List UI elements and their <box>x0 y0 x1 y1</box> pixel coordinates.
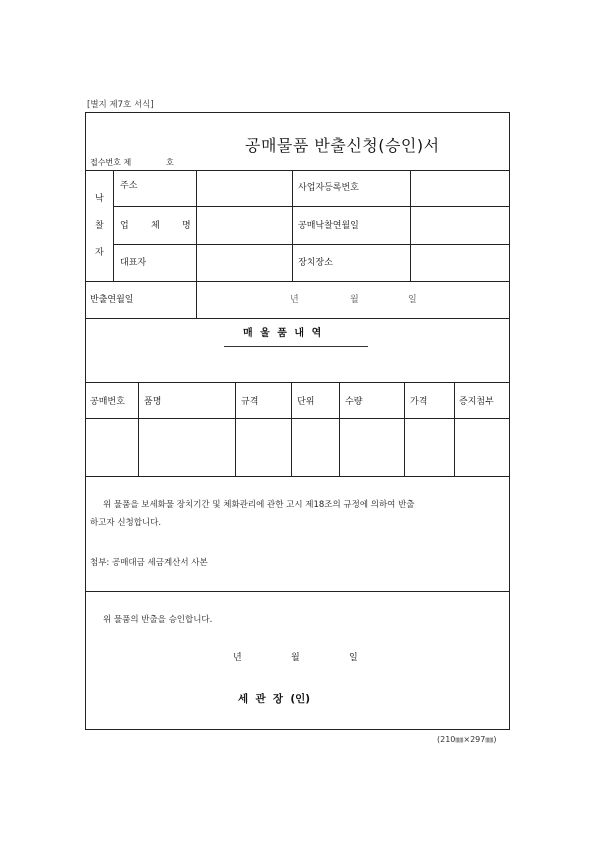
bid-date-label: 공매낙찰연월일 <box>298 221 359 231</box>
approval-date-month: 월 <box>291 653 300 663</box>
form-title: 공매물품 반출신청(승인)서 <box>245 136 440 155</box>
receipt-number-field[interactable] <box>135 157 161 169</box>
approval-text: 위 물품의 반출을 승인합니다. <box>103 615 213 625</box>
cell-item-name[interactable] <box>140 420 233 474</box>
address-label: 주소 <box>120 181 138 191</box>
request-text-line2: 하고자 신청합니다. <box>90 518 162 528</box>
representative-field[interactable] <box>198 246 290 279</box>
cell-unit[interactable] <box>293 420 337 474</box>
company-name-label-3: 명 <box>182 221 191 231</box>
cell-auction-no[interactable] <box>87 420 136 474</box>
business-registration-field[interactable] <box>412 172 508 204</box>
representative-label: 대표자 <box>120 258 147 268</box>
column-header-unit: 단위 <box>297 397 315 407</box>
address-field[interactable] <box>198 172 290 204</box>
column-header-auction-no: 공매번호 <box>90 397 125 407</box>
form-number-label: [별지 제7호 서식] <box>87 100 154 110</box>
paper-size-note: (210㎜×297㎜) <box>437 735 497 744</box>
attachment-text: 첨부: 공매대금 세금계산서 사본 <box>90 558 208 568</box>
release-date-month: 월 <box>350 295 359 305</box>
company-name-label-2: 체 <box>151 221 160 231</box>
bidder-label-char-1: 낙 <box>95 194 104 204</box>
release-date-label: 반출연월일 <box>90 295 134 305</box>
receipt-number-suffix: 호 <box>166 158 174 167</box>
bidder-label-char-3: 자 <box>95 248 104 258</box>
storage-place-field[interactable] <box>412 246 508 279</box>
company-name-field[interactable] <box>198 208 290 242</box>
company-name-label-1: 업 <box>120 221 129 231</box>
cell-price[interactable] <box>406 420 452 474</box>
bidder-label-char-2: 찰 <box>95 221 104 231</box>
business-registration-label: 사업자등록번호 <box>298 183 359 193</box>
column-header-stamp: 증지첨부 <box>459 397 494 407</box>
storage-place-label: 장치장소 <box>298 258 333 268</box>
release-date-day: 일 <box>408 295 417 305</box>
cell-quantity[interactable] <box>341 420 402 474</box>
column-header-spec: 규격 <box>241 397 259 407</box>
release-date-year: 년 <box>290 295 299 305</box>
cell-spec[interactable] <box>237 420 289 474</box>
column-header-item-name: 품명 <box>144 397 162 407</box>
items-title-underline <box>224 346 368 347</box>
request-text-line1: 위 물품을 보세화물 장치기간 및 체화관리에 관한 고시 제18조의 규정에 의하여 반출 <box>103 500 415 510</box>
customs-director-signature: 세 관 장 (인) <box>238 693 311 705</box>
approval-date-year: 년 <box>233 653 242 663</box>
receipt-number-label: 접수번호 제 <box>90 158 132 167</box>
approval-date-day: 일 <box>349 653 358 663</box>
column-header-quantity: 수량 <box>345 397 363 407</box>
cell-stamp[interactable] <box>456 420 508 474</box>
bid-date-field[interactable] <box>412 208 508 242</box>
items-section-title: 매 울 품 내 역 <box>243 328 324 339</box>
column-header-price: 가격 <box>410 397 428 407</box>
